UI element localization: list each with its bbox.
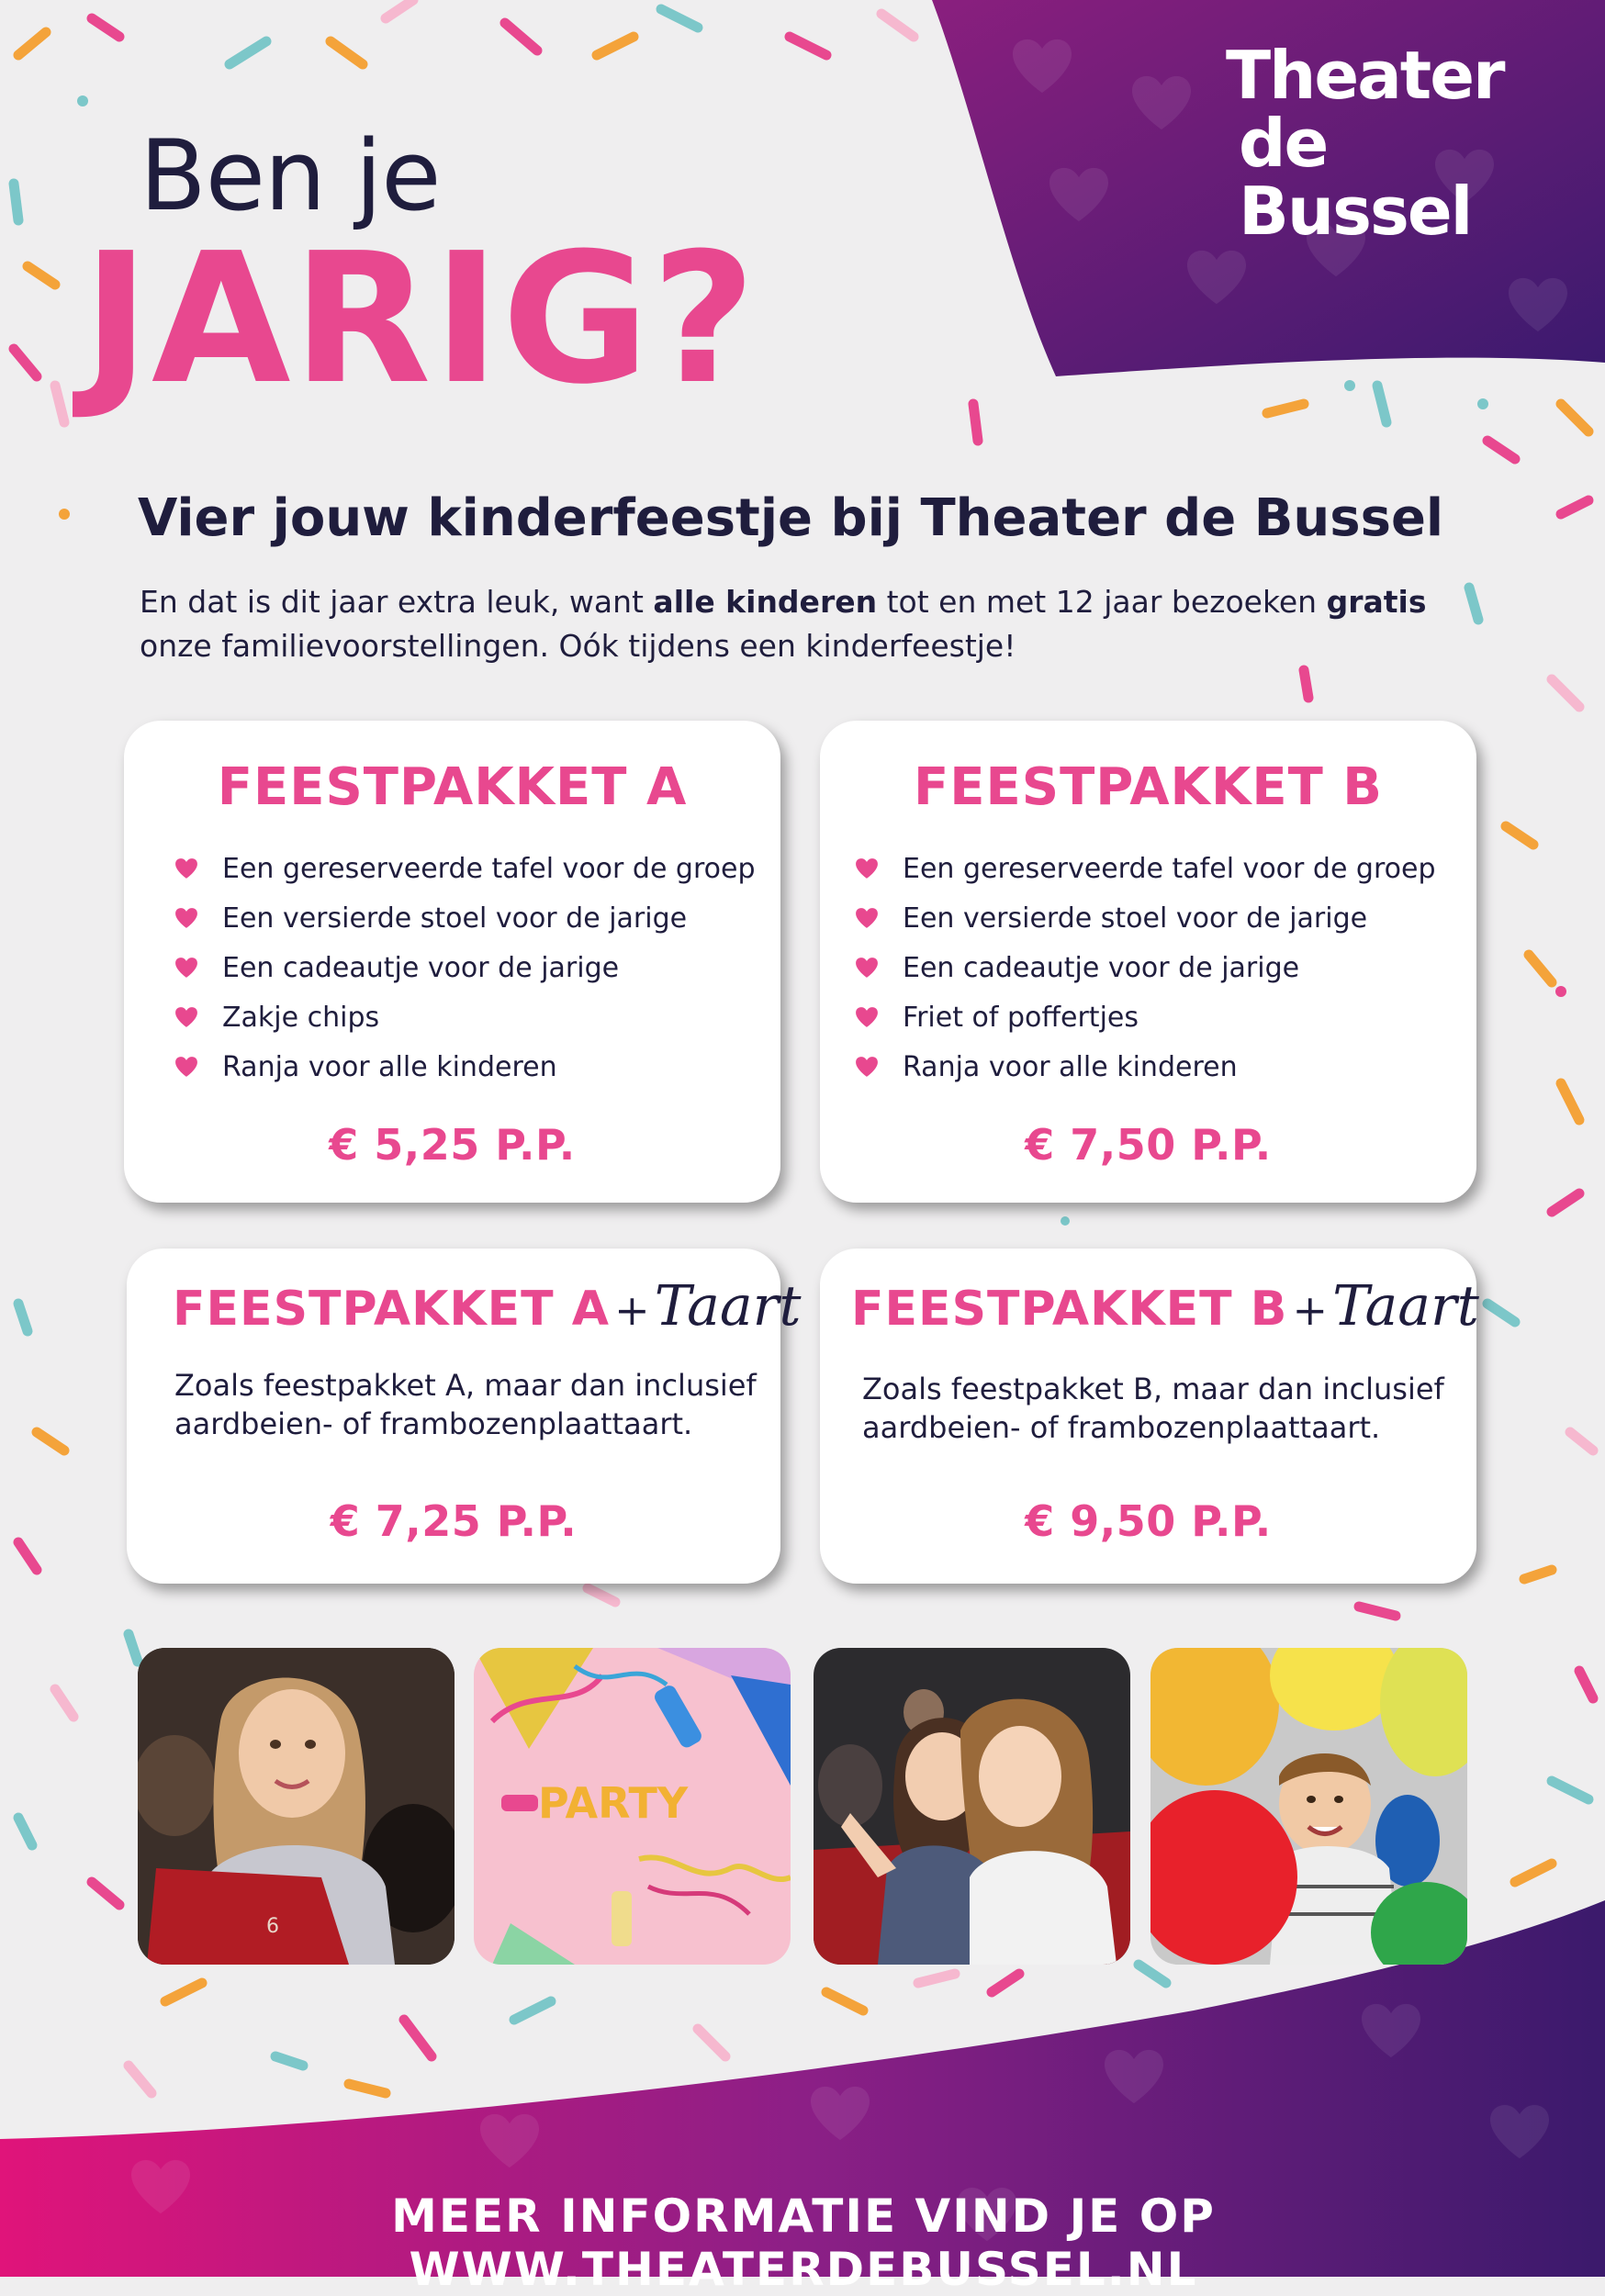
intro-part-3: onze familievoorstellingen. Oók tijdens een kinderfeestje!	[140, 628, 1016, 664]
plus-sign: +	[1292, 1285, 1329, 1335]
package-card-a	[124, 721, 780, 1203]
boy-with-balloons-photo	[1150, 1648, 1467, 1965]
intro-part-2: tot en met 12 jaar bezoeken	[877, 584, 1327, 620]
footer-website-text[interactable]: MEER INFORMATIE VIND JE OP WWW.THEATERDEBUSSEL.NL	[391, 2190, 1216, 2296]
package-title: FEESTPAKKET B	[914, 757, 1383, 817]
subtitle: Vier jouw kinderfeestje bij Theater de Bussel	[138, 488, 1444, 548]
list-item: Een versierde stoel voor de jarige	[174, 894, 756, 944]
list-item: Een gereserveerde tafel voor de groep	[855, 845, 1436, 894]
heart-icon	[174, 1006, 198, 1028]
heart-icon	[855, 907, 879, 929]
package-item-list	[855, 845, 1436, 1092]
heart-icon	[174, 907, 198, 929]
list-item: Friet of poffertjes	[855, 993, 1436, 1043]
headline-big: JARIG?	[83, 215, 758, 424]
logo-line-1: Theater	[1226, 37, 1504, 114]
list-item: Een versierde stoel voor de jarige	[855, 894, 1436, 944]
heart-icon	[855, 857, 879, 879]
seat-number: 6	[266, 1915, 279, 1938]
theater-logo[interactable]	[1226, 37, 1566, 250]
heart-icon	[174, 1056, 198, 1078]
list-item: Een cadeautje voor de jarige	[855, 944, 1436, 993]
package-price: € 9,50 P.P.	[1025, 1496, 1272, 1546]
list-item: Ranja voor alle kinderen	[855, 1043, 1436, 1092]
taart-script: Taart	[1332, 1274, 1479, 1338]
list-item: Ranja voor alle kinderen	[174, 1043, 756, 1092]
intro-bold-1: alle kinderen	[653, 584, 878, 620]
party-letters: PARTY	[538, 1778, 689, 1828]
plus-sign: +	[614, 1285, 650, 1335]
heart-icon	[174, 857, 198, 879]
package-price: € 7,50 P.P.	[1025, 1120, 1272, 1170]
intro-bold-2: gratis	[1326, 584, 1427, 620]
party-decorations-photo	[474, 1648, 791, 1965]
package-title: FEESTPAKKET B	[851, 1282, 1288, 1337]
heart-icon	[855, 1056, 879, 1078]
list-item: Een gereserveerde tafel voor de groep	[174, 845, 756, 894]
headline-small: Ben je	[140, 119, 441, 232]
heart-icon	[855, 1006, 879, 1028]
package-description: Zoals feestpakket B, maar dan inclusief aardbeien- of frambozenplaattaart.	[862, 1372, 1444, 1445]
package-title: FEESTPAKKET A	[217, 757, 688, 817]
heart-icon	[855, 957, 879, 979]
package-card-b	[820, 721, 1476, 1203]
package-card-a-taart	[127, 1249, 802, 1584]
intro-paragraph	[140, 580, 1471, 668]
two-girls-in-theater-photo	[814, 1648, 1130, 1965]
taart-script: Taart	[654, 1274, 802, 1338]
logo-line-2: de Bussel	[1239, 105, 1472, 250]
intro-part-1: En dat is dit jaar extra leuk, want	[140, 584, 654, 620]
package-title-row	[173, 1274, 801, 1338]
package-title-row	[851, 1274, 1479, 1338]
package-card-b-taart	[820, 1249, 1479, 1584]
heart-icon	[174, 957, 198, 979]
list-item: Zakje chips	[174, 993, 756, 1043]
package-price: € 5,25 P.P.	[329, 1120, 576, 1170]
package-description: Zoals feestpakket A, maar dan inclusief aardbeien- of frambozenplaattaart.	[174, 1368, 757, 1441]
girl-in-theater-photo	[138, 1648, 455, 1965]
package-price: € 7,25 P.P.	[330, 1496, 578, 1546]
list-item: Een cadeautje voor de jarige	[174, 944, 756, 993]
package-title: FEESTPAKKET A	[173, 1282, 610, 1337]
package-item-list	[174, 845, 756, 1092]
